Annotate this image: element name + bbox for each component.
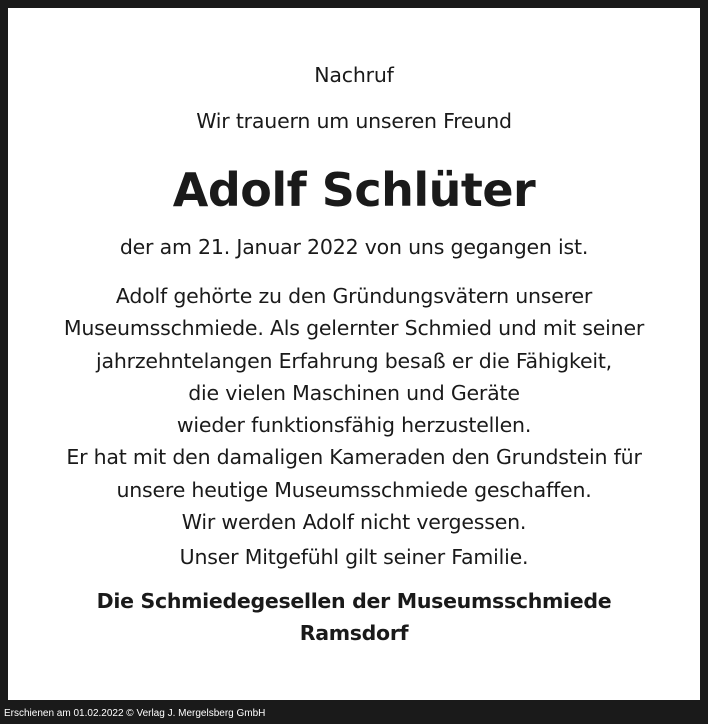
notice-intro: Wir trauern um unseren Freund bbox=[196, 109, 512, 133]
body-line: wieder funktionsfähig herzustellen. bbox=[176, 413, 532, 438]
signature-line: Ramsdorf bbox=[299, 621, 409, 645]
body-line: Er hat mit den damaligen Kameraden den Grundstein für bbox=[66, 445, 642, 470]
sympathy-line: Unser Mitgefühl gilt seiner Familie. bbox=[179, 545, 529, 569]
notice-body bbox=[8, 280, 700, 538]
obituary-notice bbox=[8, 8, 700, 700]
notice-signature bbox=[8, 585, 700, 649]
body-line: die vielen Maschinen und Geräte bbox=[188, 380, 520, 405]
date-of-death-line: der am 21. Januar 2022 von uns gegangen ist. bbox=[119, 235, 589, 259]
body-line: Adolf gehörte zu den Gründungsvätern unserer bbox=[115, 284, 593, 308]
body-line: unsere heutige Museumsschmiede geschaffen. bbox=[116, 477, 592, 502]
publication-footer: Erschienen am 01.02.2022 © Verlag J. Mergelsberg GmbH bbox=[4, 708, 266, 719]
body-line: Museumsschmiede. Als gelernter Schmied und mit seiner bbox=[63, 316, 645, 341]
body-line: jahrzehntelangen Erfahrung besaß er die Fähigkeit, bbox=[95, 348, 613, 373]
notice-heading: Nachruf bbox=[314, 63, 394, 87]
signature-line: Die Schmiedegesellen der Museumsschmiede bbox=[96, 589, 612, 613]
body-line: Wir werden Adolf nicht vergessen. bbox=[181, 510, 527, 535]
deceased-name: Adolf Schlüter bbox=[172, 163, 536, 217]
